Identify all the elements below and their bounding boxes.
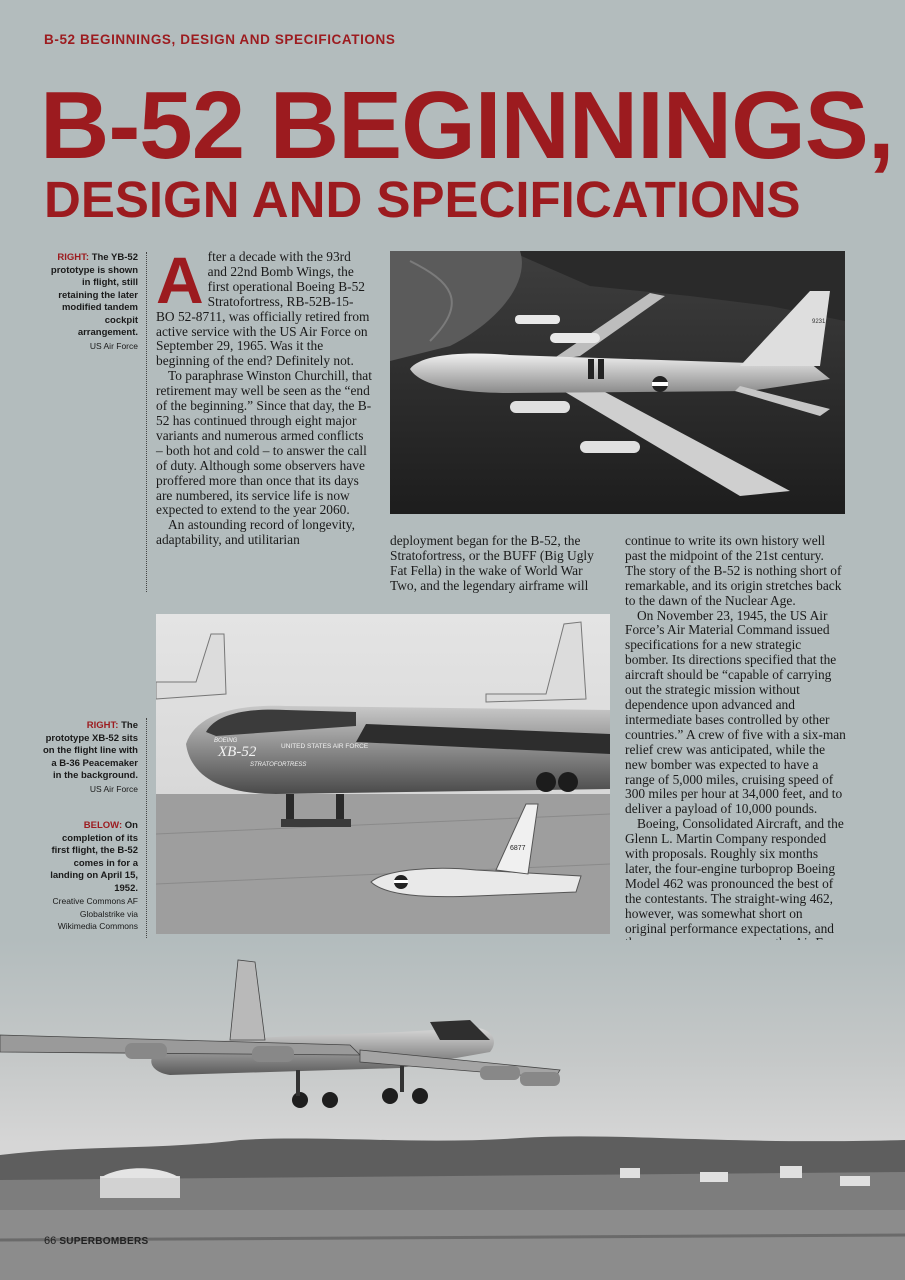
caption-bottom-text: On completion of its first flight, the B-52 comes in for a landing on April 15, 1952. bbox=[50, 820, 138, 894]
drop-cap: A bbox=[156, 243, 204, 317]
photo-yb52-in-flight bbox=[390, 251, 845, 514]
article-col3-paragraph-1: continue to write its own history well past the midpoint of the 21st century. The story of the B-52 is nothing short of remarkable, and its origin stretches back to the dawn of the Nuclear Age. bbox=[625, 533, 842, 608]
caption-middle-label: RIGHT: bbox=[86, 720, 119, 731]
page-footer bbox=[44, 1235, 148, 1247]
article-col1-paragraph-3: An astounding record of longevity, adaptability, and utilitarian bbox=[156, 517, 355, 548]
photo-b52-landing bbox=[0, 940, 905, 1280]
article-col3-paragraph-2: On November 23, 1945, the US Air Force’s Air Material Command issued specifications for a new strategic bomber. Its directions specified that the aircraft should be “capable of carrying out the strategic mission without dependence upon advanced and intermediate bases controlled by other countries.” A crew of five with a six-man relief crew was anticipated, while the new bomber was expected to have a range of 5,000 miles, cruising speed of 300 miles per hour at 34,000 feet, and to deliver a payload of 10,000 pounds. bbox=[625, 607, 846, 817]
photo-top-tail-number: 9231 bbox=[812, 319, 826, 325]
magazine-name: SUPERBOMBERS bbox=[59, 1236, 149, 1247]
photo-middle-name-text: STRATOFORTRESS bbox=[250, 762, 307, 768]
caption-divider-top bbox=[146, 252, 147, 592]
caption-middle-text: The prototype XB-52 sits on the flight line with a B-36 Peacemaker in the background. bbox=[43, 720, 138, 781]
caption-bottom-label: BELOW: bbox=[83, 820, 123, 831]
caption-top-credit: US Air Force bbox=[89, 340, 138, 351]
caption-top-text: The YB-52 prototype is shown in flight, still retaining the later modified tandem cockpit arrangement. bbox=[50, 252, 138, 338]
article-column-2 bbox=[390, 534, 608, 594]
photo-middle-brand-text: BOEING bbox=[214, 738, 238, 744]
photo-middle-fuselage-text: UNITED STATES AIR FORCE bbox=[281, 743, 369, 750]
caption-divider-middle bbox=[146, 718, 147, 938]
article-col1-paragraph-1: fter a decade with the 93rd and 22nd Bomb Wings, the first operational Boeing B-52 Stratofortress, RB-52B-15-BO 52-8711, was officially retired from active service with the US Air Force on September 29, 1965. Was it the beginning of the end? Definitely not. bbox=[156, 249, 370, 369]
photo-middle-nose-text: XB-52 bbox=[218, 744, 257, 760]
photo-middle-tail-number: 6877 bbox=[510, 845, 526, 852]
caption-middle-credit: US Air Force bbox=[89, 783, 138, 794]
caption-bottom-credit: Creative Commons AF Globalstrike via Wikimedia Commons bbox=[52, 896, 138, 931]
caption-middle bbox=[42, 720, 138, 795]
caption-top-label: RIGHT: bbox=[57, 252, 90, 263]
page-title-line2: DESIGN AND SPECIFICATIONS bbox=[44, 171, 801, 228]
article-col2-paragraph-1: deployment began for the B-52, the Stratofortress, or the BUFF (Big Ugly Fat Fella) in the wake of World War Two, and the legendary airframe will bbox=[390, 533, 594, 593]
page-number: 66 bbox=[44, 1235, 57, 1247]
caption-bottom bbox=[42, 820, 138, 933]
article-column-1 bbox=[156, 243, 372, 548]
page-title-line1: B-52 BEGINNINGS, bbox=[40, 72, 894, 179]
article-col3-paragraph-3: Boeing, Consolidated Aircraft, and the Glenn L. Martin Company responded with proposals. Roughly six months later, the four-engine turboprop Boeing Model 462 was pronounced the best of the contestants. The straight-wing 462, however, was somewhat short on original performance expectations, and bbox=[625, 816, 844, 936]
article-col1-paragraph-2: To paraphrase Winston Churchill, that retirement may well be seen as the “end of the beginning.” Since that day, the B-52 has continued through eight major variants and numerous armed conflicts – both hot and cold – to answer the call of duty. Although some observers have proffered more than once that its days are numbered, its service life is now expected to extend to the year 2060. bbox=[156, 368, 372, 518]
caption-top bbox=[42, 252, 138, 352]
photo-xb52-flight-line bbox=[156, 614, 610, 934]
section-label: B-52 BEGINNINGS, DESIGN AND SPECIFICATIONS bbox=[44, 32, 396, 47]
